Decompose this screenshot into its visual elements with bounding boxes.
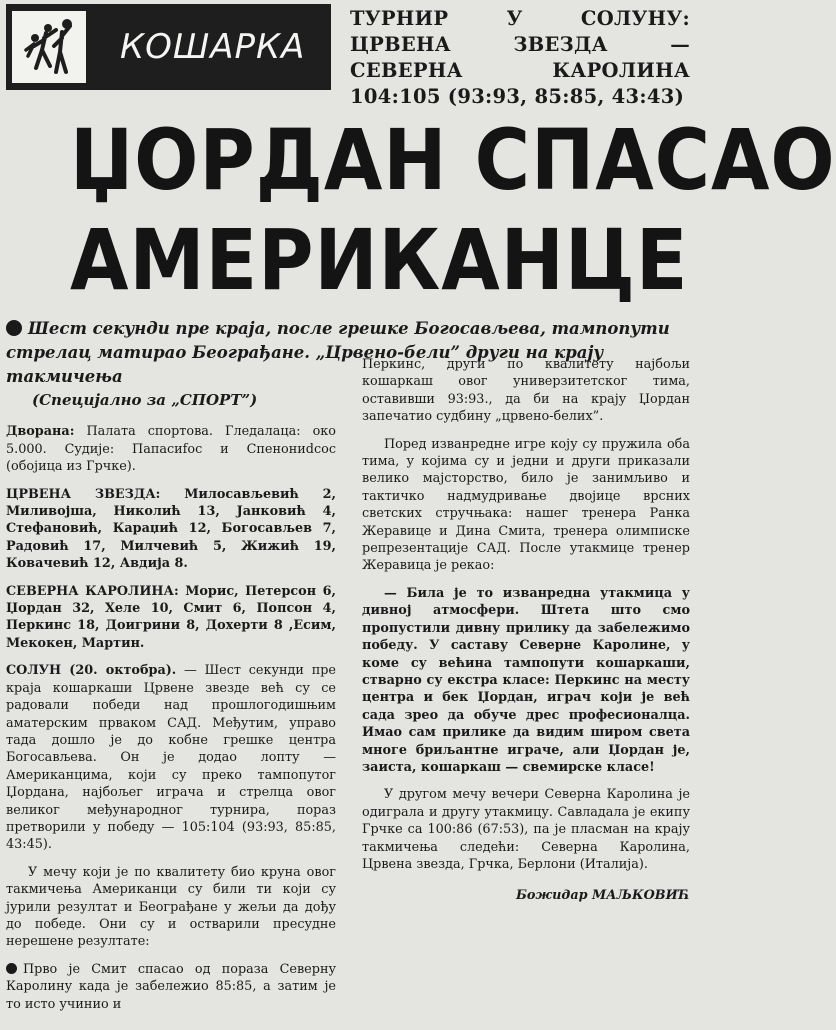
lead-text: Шест секунди пре краја, после грешке Богосављева, тампопути стрелац матирао Београђане. „Црвено-бели” други на крају такмичења — [6, 319, 670, 386]
venue-info: Дворана: Палата спортова. Гледалаца: око 5.000. Судије: Папасиfос и Спенониdсос (обојица из Грчке). — [6, 424, 336, 475]
section-label: КОШАРКА — [120, 27, 306, 67]
lineup-red-star: ЦРВЕНА ЗВЕЗДА: Милосављевић 2, Миливојша, Николић 13, Јанковић 4, Стефановић, Караџић 12, Богосављев 7, Радовић 17, Милчевић 5, Жижић 19, Ковачевић 12, Авдија 8. — [6, 486, 336, 572]
article-paragraph: СОЛУН (20. октобра). — Шест секунди пре краја кошаркаши Црвене звезде већ су се радовали победи над прошлогодишњим аматерским прваком САД. Међутим, управо тада дошло је до кобне грешке центра Богосављева. Он је додао лопту — Американцима, који су преко тампопутог Џордана, најбољег играча и стрелца овог великог међународног турнира, пораз претворили у победу — 105:104 (93:93, 85:85, 43:45). — [6, 663, 336, 853]
basketball-players-icon — [18, 16, 80, 78]
quote-paragraph: — Била је то изванредна утакмица у дивној атмосфери. Штета што смо пропустили дивну прилику да забележимо победу. У саставу Северне Каролине, у коме су већина тампопути кошаркаши, стварно су екстра класе: Перкинс на месту центра и бек Џордан, играч који је већ сада зрео да обуче дрес професионалца. Имао сам прилике да видим широм света многе бриљантне играче, али Џордан је, заиста, кошаркаш — свемирске класе! — [362, 585, 690, 775]
article-paragraph: Перкинс, други по квалитету најбољи кошаркаш овог универзитетског тима, оставивши 93:93., да би на крају Џордан запечатио судбину „црвено-белих”. — [362, 357, 690, 425]
headline-line-1: ЏОРДАН СПАСАО — [70, 111, 836, 209]
article-paragraph: У другом мечу вечери Северна Каролина је одиграла и другу утакмицу. Савладала је екипу Грчке са 100:86 (67:53), па је пласман на крају такмичења следећи: Северна Каролина, Црвена звезда, Грчка, Берлони (Италија). — [362, 787, 690, 872]
result-line: ТУРНИР У СОЛУНУ: ЦРВЕНА ЗВЕЗДА — СЕВЕРНА КАРОЛИНА 104:105 (93:93, 85:85, 43:43) — [350, 7, 690, 108]
headline-line-2: АМЕРИКАНЦЕ — [70, 211, 689, 309]
lineup-north-carolina: СЕВЕРНА КАРОЛИНА: Морис, Петерсон 6, Џордан 32, Хеле 10, Смит 6, Попсон 4, Перкинс 18, Доигрини 8, Доxерти 8 ,Есим, Мекокен, Мартин. — [6, 583, 336, 651]
article-paragraph: Поред изванредне игре коју су пружила оба тима, у којима су и једни и други приказали велико мајсторство, било је занимљиво и тактичко надмудривање двојице врсних светских стручњака: нашег тренерa Ранка Жеравице и Дина Смита, тренера олимписке репрезентације САД. После утакмице тренер Жеравица је рекао: — [362, 436, 690, 574]
author-signature: Божидар МАЉКОВИЋ — [515, 888, 690, 904]
article-column-left — [6, 380, 336, 1030]
headline — [70, 110, 836, 310]
article-column-right — [362, 356, 690, 1006]
special-credit: (Специјално за „СПОРТ”) — [32, 391, 258, 409]
article-paragraph: У мечу који је по квалитету био круна овог такмичења Американци су били ти који су јурили резултат и Београђане у жељи да дођу до победе. Они су и остварили пресудне нерешене резултате: — [6, 864, 336, 950]
logo — [6, 4, 92, 90]
article-paragraph: Прво је Смит спасао од пораза Северну Каролину када је забележио 85:85, а затим је то исто учинио и — [6, 961, 336, 1012]
section-banner — [6, 4, 331, 90]
bullet-icon — [6, 320, 22, 336]
